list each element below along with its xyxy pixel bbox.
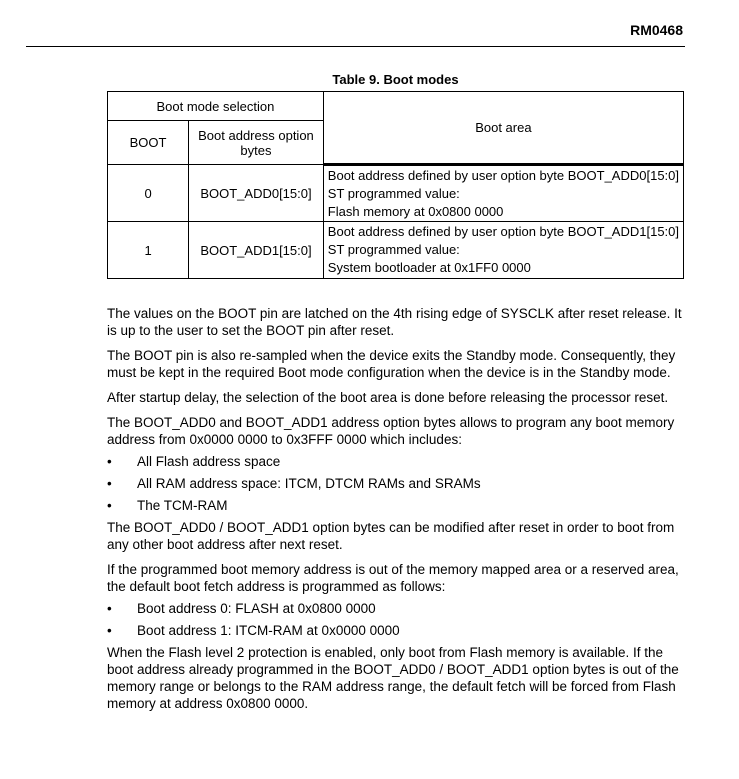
boot-area-line: Boot address defined by user option byte BOOT_ADD0[15:0] [327,167,679,183]
list-item [107,453,684,470]
bullet-icon: • [107,454,112,469]
paragraph: The BOOT_ADD0 / BOOT_ADD1 option bytes can be modified after reset in order to boot from any other boot address after next reset. [107,520,675,552]
list-item-text: Boot address 0: FLASH at 0x0800 0000 [137,601,376,616]
cell-boot-value: 1 [108,222,189,279]
body-text [107,305,684,720]
cell-boot-area [323,165,683,222]
address-space-list [107,453,684,514]
bullet-icon: • [107,623,112,638]
paragraph: After startup delay, the selection of the boot area is done before releasing the processor reset. [107,390,669,405]
cell-boot-value: 0 [108,165,189,222]
boot-area-line: ST programmed value: [327,242,460,257]
list-item [107,497,684,514]
table-header-row [108,92,684,121]
cell-option-byte: BOOT_ADD0[15:0] [189,165,324,222]
table-row [108,165,684,222]
paragraph: The values on the BOOT pin are latched on the 4th rising edge of SYSCLK after reset release. It is up to the user to set the BOOT pin after reset. [107,306,682,338]
bullet-icon: • [107,498,112,513]
list-item-text: The TCM-RAM [137,498,228,513]
group-header-boot-mode-selection: Boot mode selection [108,92,324,121]
list-item-text: All RAM address space: ITCM, DTCM RAMs and SRAMs [137,476,481,491]
boot-area-line: Boot address defined by user option byte BOOT_ADD1[15:0] [327,224,679,239]
paragraph: When the Flash level 2 protection is enabled, only boot from Flash memory is available. If the boot address already programmed in the BOOT_ADD0 / BOOT_ADD1 option bytes is out of the memory range or belongs to the RAM address range, the default fetch will be forced from Flash memory at address 0x0800 0000. [107,645,679,711]
column-header-boot-area: Boot area [323,92,683,165]
header-divider [26,46,685,47]
table-title: Table 9. Boot modes [332,72,459,87]
paragraph: The BOOT_ADD0 and BOOT_ADD1 address option bytes allows to program any boot memory address from 0x0000 0000 to 0x3FFF 0000 which includes: [107,415,675,447]
list-item [107,475,684,492]
list-item [107,600,684,617]
boot-modes-table [107,91,684,279]
bullet-icon: • [107,476,112,491]
list-item [107,622,684,639]
cell-boot-area [323,222,683,279]
bullet-icon: • [107,601,112,616]
boot-area-line: System bootloader at 0x1FF0 0000 [327,260,531,275]
table-row [108,222,684,279]
paragraph: The BOOT pin is also re-sampled when the device exits the Standby mode. Consequently, they must be kept in the required Boot mode configuration when the device is in the Standby mode. [107,348,676,380]
paragraph: If the programmed boot memory address is out of the memory mapped area or a reserved area, the default boot fetch address is programmed as follows: [107,562,679,594]
cell-option-byte: BOOT_ADD1[15:0] [189,222,324,279]
list-item-text: All Flash address space [137,454,281,469]
default-boot-address-list [107,600,684,639]
list-item-text: Boot address 1: ITCM-RAM at 0x0000 0000 [137,623,400,638]
column-header-option-bytes: Boot address option bytes [189,121,324,165]
document-id: RM0468 [630,22,683,38]
boot-area-line: ST programmed value: [327,185,460,201]
column-header-boot: BOOT [108,121,189,165]
boot-area-line: Flash memory at 0x0800 0000 [327,203,504,219]
